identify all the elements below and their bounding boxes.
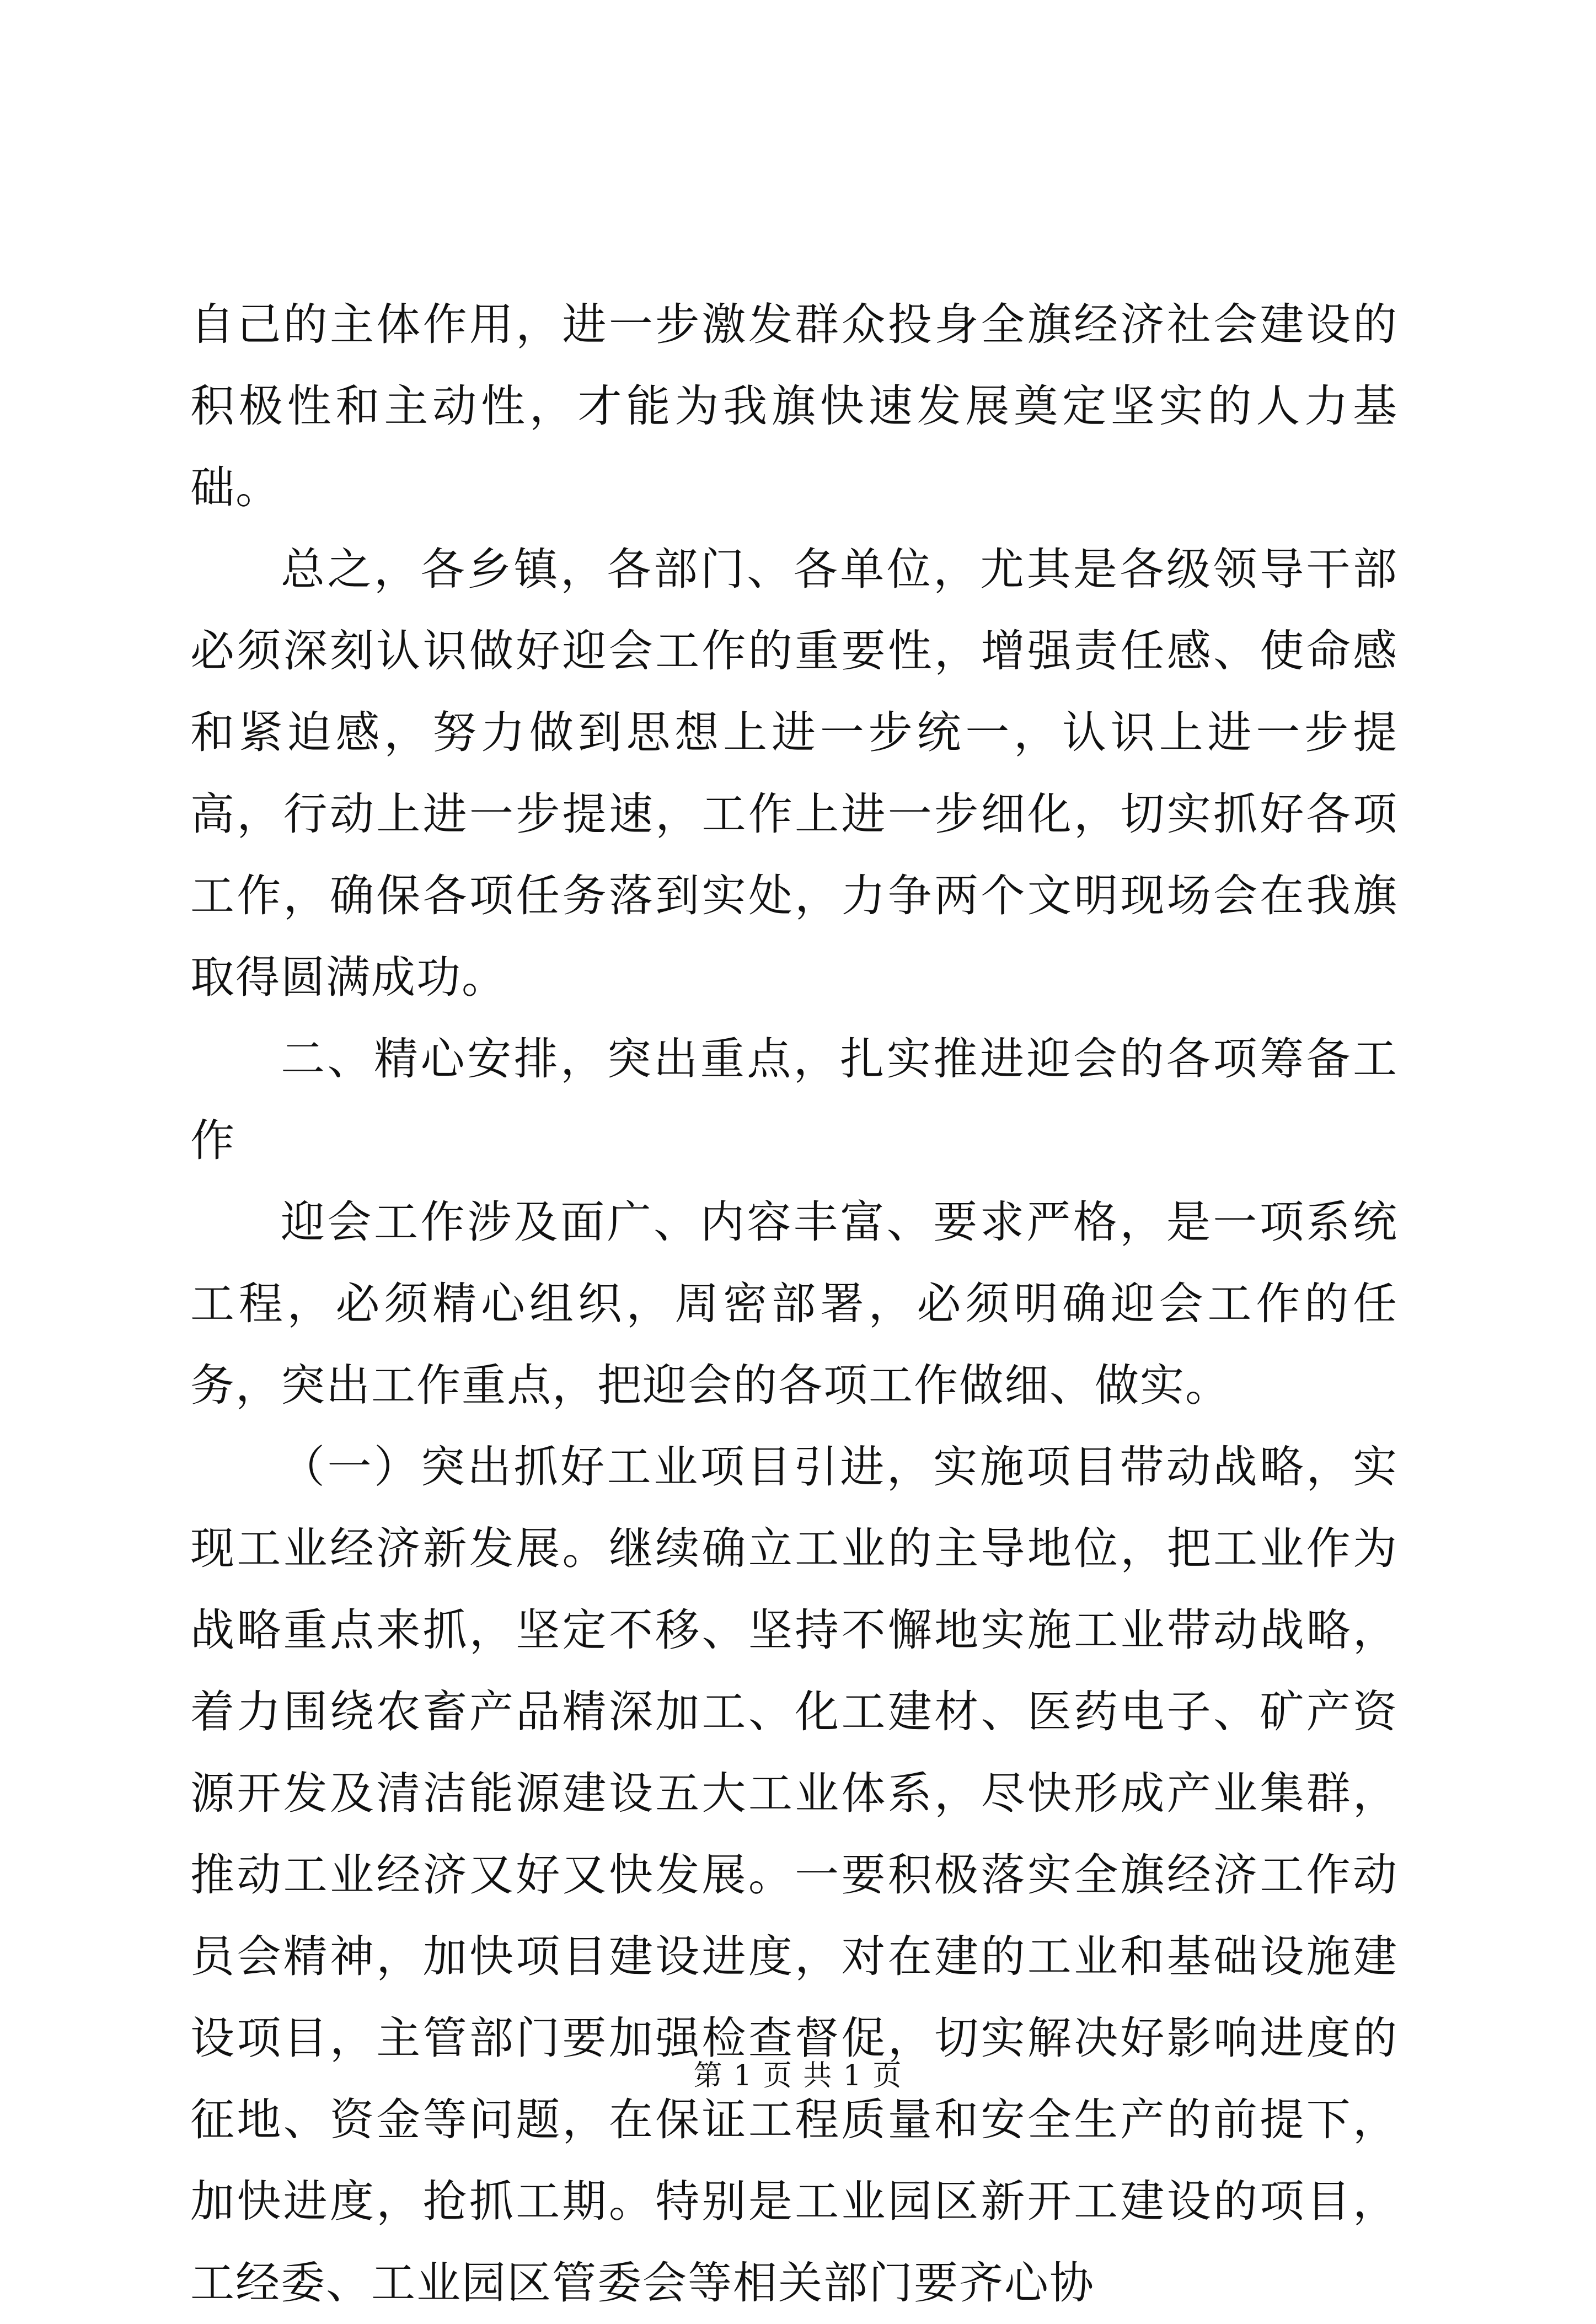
section-heading: 二、精心安排，突出重点，扎实推进迎会的各项筹备工作 xyxy=(190,1033,1398,1166)
page-footer: 第 1 页 共 1 页 xyxy=(693,2059,903,2092)
paragraph-continuation: 自己的主体作用，进一步激发群众投身全旗经济社会建设的积极性和主动性，才能为我旗快速发展奠定坚实的人力基础。 xyxy=(190,299,1398,513)
document-body xyxy=(190,284,1398,2324)
paragraph-overview: 迎会工作涉及面广、内容丰富、要求严格，是一项系统工程，必须精心组织，周密部署，必须明确迎会工作的任务，突出工作重点，把迎会的各项工作做细、做实。 xyxy=(190,1196,1398,1411)
paragraph-summary: 总之，各乡镇，各部门、各单位，尤其是各级领导干部必须深刻认识做好迎会工作的重要性，增强责任感、使命感和紧迫感，努力做到思想上进一步统一，认识上进一步提高，行动上进一步提速，工作上进一步细化，切实抓好各项工作，确保各项任务落到实处，力争两个文明现场会在我旗取得圆满成功。 xyxy=(190,544,1398,1003)
paragraph-item-one: （一）突出抓好工业项目引进，实施项目带动战略，实现工业经济新发展。继续确立工业的主导地位，把工业作为战略重点来抓，坚定不移、坚持不懈地实施工业带动战略，着力围绕农畜产品精深加工、化工建材、医药电子、矿产资源开发及清洁能源建设五大工业体系，尽快形成产业集群，推动工业经济又好又快发展。一要积极落实全旗经济工作动员会精神，加快项目建设进度，对在建的工业和基础设施建设项目，主管部门要加强检查督促，切实解决好影响进度的征地、资金等问题，在保证工程质量和安全生产的前提下，加快进度，抢抓工期。特别是工业园区新开工建设的项目，工经委、工业园区管委会等相关部门要齐心协 xyxy=(190,1441,1398,2309)
